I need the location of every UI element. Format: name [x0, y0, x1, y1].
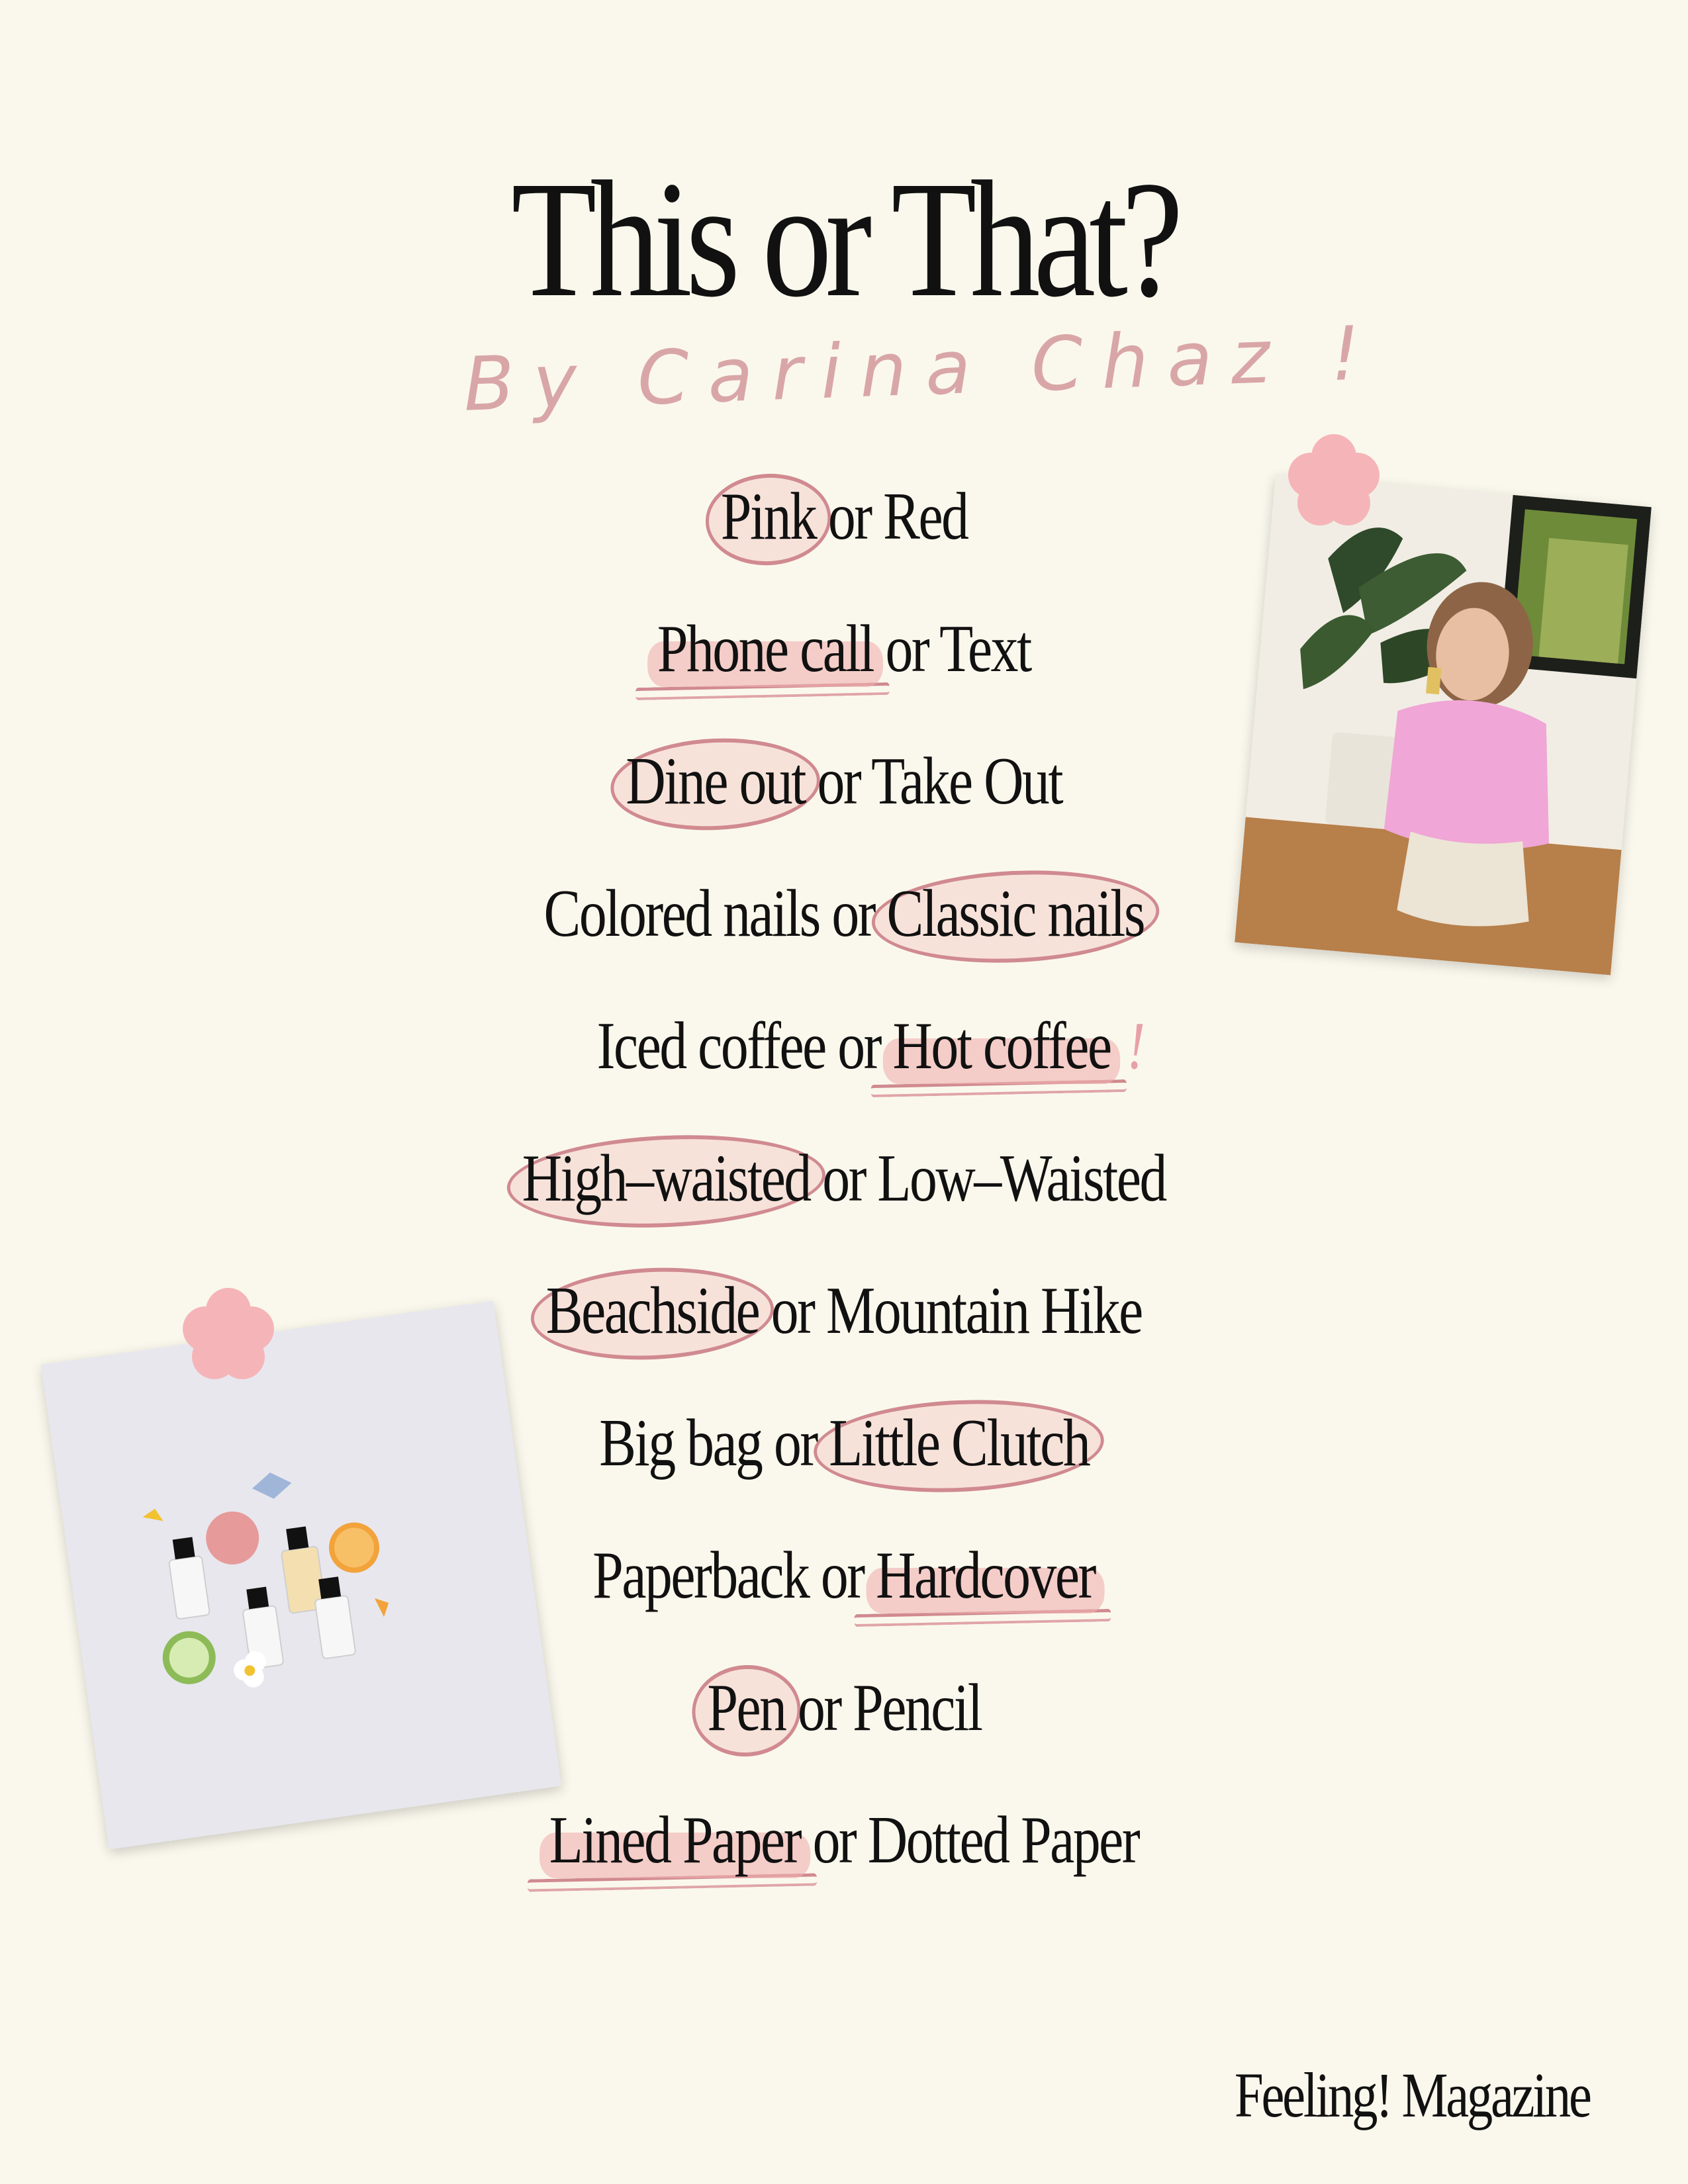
- list-item: [0, 1141, 1688, 1216]
- choice-selected: Dine out: [626, 744, 806, 819]
- choice-option: Text: [939, 612, 1031, 686]
- choice-option: Red: [882, 479, 968, 554]
- choice-selected: Pink: [720, 479, 816, 554]
- choice-or: or: [820, 876, 887, 951]
- choice-or: or: [808, 1538, 876, 1613]
- choice-selected: Little Clutch: [828, 1406, 1090, 1480]
- choice-option: Iced coffee: [597, 1009, 826, 1083]
- author-byline: By Carina Chaz !: [462, 310, 1380, 428]
- choice-or: or: [761, 1406, 829, 1480]
- choice-or: or: [810, 1141, 878, 1216]
- choice-or: or: [759, 1273, 827, 1348]
- choice-or: or: [816, 479, 883, 554]
- choice-option: Low–Waisted: [877, 1141, 1166, 1216]
- choice-or: or: [825, 1009, 893, 1083]
- product-illustration: [41, 1301, 561, 1850]
- choice-selected: Pen: [706, 1670, 786, 1745]
- product-photo: [41, 1301, 561, 1850]
- choice-selected: Hot coffee: [892, 1009, 1111, 1083]
- choice-option: Paperback: [592, 1538, 809, 1613]
- choice-selected: Phone call: [657, 612, 874, 686]
- choice-selected: Classic nails: [886, 876, 1145, 951]
- choice-or: or: [785, 1670, 853, 1745]
- choice-option: Big bag: [598, 1406, 762, 1480]
- portrait-illustration: [1235, 475, 1652, 976]
- flower-sticker-icon: [179, 1284, 278, 1383]
- flower-sticker-icon: [1284, 430, 1383, 529]
- choice-selected: High–waisted: [522, 1141, 810, 1216]
- choice-or: or: [800, 1803, 868, 1878]
- choice-selected: Beachside: [545, 1273, 759, 1348]
- choice-option: Take Out: [871, 744, 1062, 819]
- exclamation-mark: !: [1127, 1009, 1144, 1083]
- choice-or: or: [873, 612, 940, 686]
- list-item: [0, 1009, 1688, 1083]
- magazine-name: Feeling! Magazine: [1235, 2060, 1590, 2130]
- choice-option: Colored nails: [543, 876, 820, 951]
- choice-option: Mountain Hike: [826, 1273, 1142, 1348]
- choice-or: or: [805, 744, 872, 819]
- choice-option: Pencil: [852, 1670, 982, 1745]
- page-title: This or That?: [511, 146, 1177, 332]
- choice-selected: Lined Paper: [549, 1803, 801, 1878]
- choice-selected: Hardcover: [876, 1538, 1096, 1613]
- choice-option: Dotted Paper: [867, 1803, 1139, 1878]
- portrait-photo: [1235, 475, 1652, 976]
